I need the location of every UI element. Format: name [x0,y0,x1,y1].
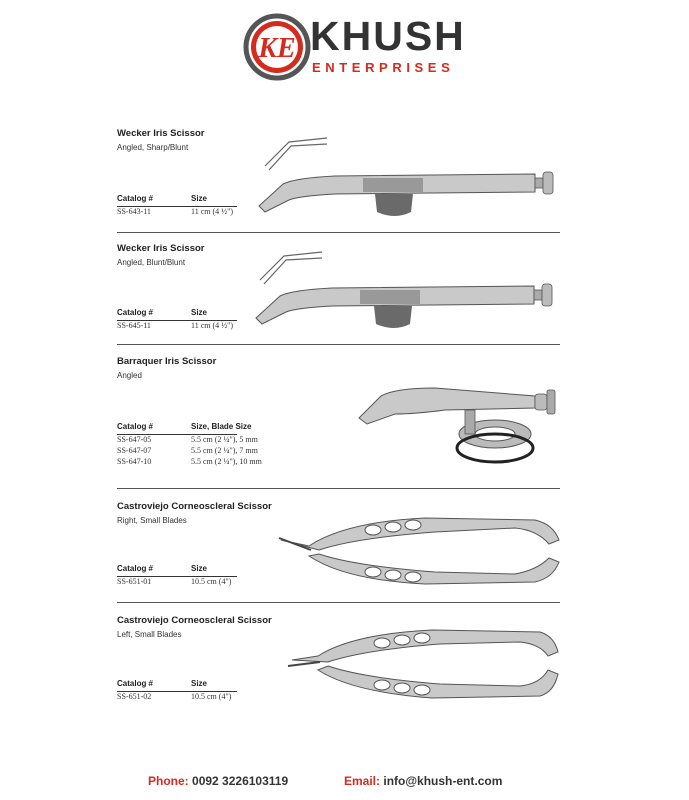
wecker-iris-scissor-blunt-image [250,250,565,334]
catalog-number: SS-647-10 [117,457,152,466]
product-subtitle: Angled, Blunt/Blunt [117,258,186,267]
catalog-table [117,194,237,218]
size-value: 11 cm (4 ½") [191,207,234,216]
catalog-table [117,679,237,703]
logo-mark: KE [258,33,296,64]
catalog-header: Catalog # [117,679,154,688]
section-divider [117,232,560,233]
catalog-table [117,422,262,468]
product-subtitle: Angled [117,371,142,380]
phone-number[interactable]: 0092 3226103119 [192,774,289,788]
footer-phone [148,774,288,788]
product-title: Wecker Iris Scissor [117,243,205,254]
table-row [117,446,258,457]
table-row [117,321,237,332]
catalog-number: SS-643-11 [117,207,151,216]
phone-label: Phone: [148,774,189,788]
product-title: Castroviejo Corneoscleral Scissor [117,615,272,626]
email-label: Email: [344,774,381,788]
catalog-number: SS-651-01 [117,577,152,586]
table-row [117,457,262,468]
product-title: Castroviejo Corneoscleral Scissor [117,501,272,512]
size-header: Size [191,308,208,317]
catalog-number: SS-647-07 [117,446,152,455]
catalog-number: SS-645-11 [117,321,151,330]
size-value: 10.5 cm (4") [191,692,232,701]
castroviejo-left-scissor-image [282,626,570,706]
table-row [117,435,258,446]
brand-subtitle: ENTERPRISES [312,60,455,75]
size-value: 5.5 cm (2 ¼"), 7 mm [191,446,258,455]
barraquer-iris-scissor-image [355,374,565,466]
footer-email [344,774,502,788]
catalog-header: Catalog # [117,564,154,573]
table-row [117,692,237,703]
size-value: 11 cm (4 ½") [191,321,234,330]
catalog-number: SS-647-05 [117,435,152,444]
product-subtitle: Right, Small Blades [117,516,187,525]
section-divider [117,344,560,345]
product-title: Barraquer Iris Scissor [117,356,217,367]
product-subtitle: Left, Small Blades [117,630,182,639]
catalog-header: Catalog # [117,194,154,203]
size-value: 5.5 cm (2 ¼"), 5 mm [191,435,258,444]
table-row [117,207,237,218]
size-header: Size [191,679,208,688]
product-title: Wecker Iris Scissor [117,128,205,139]
size-header: Size, Blade Size [191,422,252,431]
catalog-header: Catalog # [117,422,154,431]
section-divider [117,602,560,603]
section-divider [117,488,560,489]
catalog-number: SS-651-02 [117,692,152,701]
catalog-table [117,308,237,332]
product-subtitle: Angled, Sharp/Blunt [117,143,189,152]
email-link[interactable]: info@khush-ent.com [383,774,503,788]
size-value: 5.5 cm (2 ¼"), 10 mm [191,457,262,466]
catalog-table [117,564,237,588]
table-row [117,577,237,588]
catalog-header: Catalog # [117,308,154,317]
castroviejo-right-scissor-image [275,512,570,592]
size-header: Size [191,564,208,573]
wecker-iris-scissor-image [255,136,565,220]
size-header: Size [191,194,208,203]
brand-name: KHUSH [310,13,466,59]
size-value: 10.5 cm (4") [191,577,232,586]
